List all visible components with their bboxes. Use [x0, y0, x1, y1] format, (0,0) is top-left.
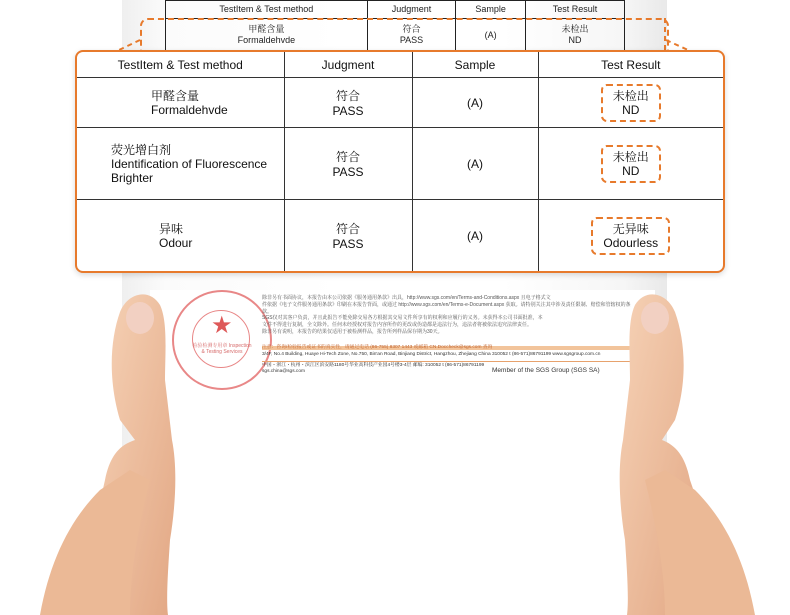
right-thumbnail [641, 302, 669, 334]
seal-text: 检验检测专用章 Inspection & Testing Services [192, 343, 252, 355]
sgs-member-text: Member of the SGS Group (SGS SA) [492, 367, 600, 374]
sample-cell: (A) [412, 128, 538, 200]
small-result-cell: 未检出 ND [526, 19, 625, 52]
terms-text: 除非另有书面协议，本报告由本公司依据《服务通用条款》出具，http://www.sgs.com/en/Terms-and-Conditions.aspx 且电子格式文 件依据《电子文件服务通用条款》印刷在本报告背面，或通过 http://www.sgs.com/en/Terms-e-Document.aspx 获取。请特别关注其中涉及责任限制、赔偿和管辖权的条款。 SGS仅对其客户负责，并且此报告不能免除交易各方根据其交易文件所享有的权利和应履行的义务。未获得本公司书面批准，本 文件不得进行复制，全文除外。任何未经授权对报告内容所作的更改或伪造都是违法行为，违法者将被依法追究法律责任。 除非另有说明，本报告的结果仅适用于被检测样品，报告所列样品保存期为30天。 [262, 295, 631, 335]
sample-cell: (A) [412, 78, 538, 128]
left-thumbnail [126, 302, 154, 334]
judgment-cell: 符合 PASS [284, 128, 412, 200]
result-highlight: 无异味 Odourless [591, 217, 670, 255]
judgment-cell: 符合 PASS [284, 200, 412, 272]
small-header-judgment: Judgment [367, 1, 456, 19]
small-sample-cell: (A) [456, 19, 526, 52]
small-judgment-cell: 符合 PASS [367, 19, 456, 52]
star-icon: ★ [211, 312, 233, 339]
header-test-item: TestItem & Test method [77, 52, 284, 78]
sample-cell: (A) [412, 200, 538, 272]
small-header-item: TestItem & Test method [166, 1, 368, 19]
test-item-cell: 荧光增白剂 Identification of Fluorescence Brighter [77, 128, 284, 200]
address-line-cn: 中国・浙江・杭州・滨江区滨安路1180号华业高科技产业园4号楼3-4层 邮编: 310052 t (86-571)86791199 sgs.china@sgs.com [262, 363, 485, 374]
header-test-result: Test Result [538, 52, 723, 78]
result-highlight: 未检出 ND [601, 84, 661, 122]
header-sample: Sample [412, 52, 538, 78]
small-header-sample: Sample [456, 1, 526, 19]
judgment-cell: 符合 PASS [284, 78, 412, 128]
address-line-en: 3/4F, No.4 Building, Huaye Hi-Tech Zone, No.750, Bin'an Road, Binjiang District, Hangzhou, Zhejiang China 310052 t (86-571)86791199 www.sgsgroup.com.cn [262, 352, 601, 357]
small-item-cell: 甲醛含量 Formaldehvde [166, 19, 368, 52]
test-item-cell: 异味 Odour [77, 200, 284, 272]
verification-warning: 注意：咨询/检验报告或证书的真实性，请通过电话 (86-755) 8307 1443 或邮箱 CN.Doccheck@sgs.com 查询 [262, 345, 493, 350]
small-header-result: Test Result [526, 1, 625, 19]
header-judgment: Judgment [284, 52, 412, 78]
result-highlight: 未检出 ND [601, 145, 661, 183]
test-item-cell: 甲醛含量 Formaldehvde [77, 78, 284, 128]
